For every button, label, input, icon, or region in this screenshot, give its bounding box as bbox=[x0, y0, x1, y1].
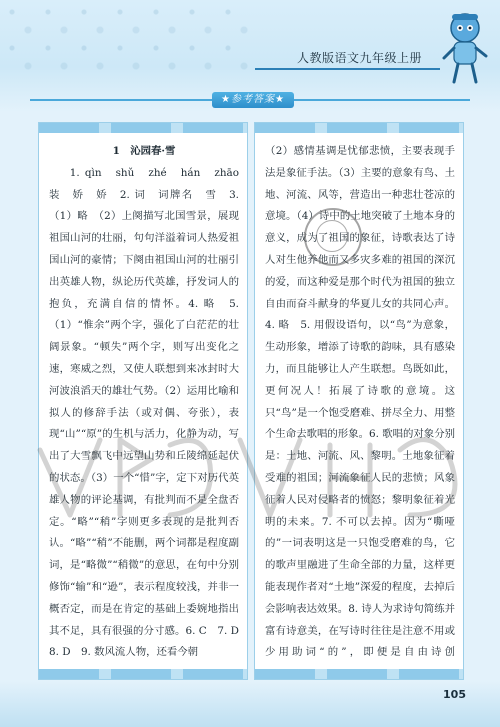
answer-paragraph: 1. qìn shǔ zhé hán zhāo 装 娇 娇 2. 词 词牌名 雪 3.（1）略 （2）上阕描写北国雪景，展现祖国山河的壮丽，句句洋溢着词人热爱祖国山河的豪情；下阕由祖国山河的壮丽引出英雄人物，纵论历代英雄，抒发词人的抱负，充满自信的情怀。4. 略 5.（1）“惟余”两个字，强化了白茫茫的壮阔景象。“顿失”两个字，则写出变化之速，寒威之烈，又使人联想到来冰封时大河波浪滔天的雄壮气势。（2）运用比喻和拟人的修辞手法（或对偶、夸张），表现“山”“原”的生机与活力，化静为动，写出了大雪飘飞中远望山势和丘陵绵延起伏的状态。（3）一个“惜”字，定下对历代英雄人物的评论基调，有批判而不是全盘否定。“略”“稍”字则更多表现的是批判否认。“略”“稍”不能删，两个词都是程度副词，是“略微”“稍微”的意思，在句中分别修饰“输”和“逊”，表示程度较浅，并非一概否定，而是在肯定的基础上委婉地指出其不足，具有很强的分寸感。6. C 7. D 8. D 9. 数风流人物，还看今朝 bbox=[49, 166, 239, 659]
left-column bbox=[38, 122, 248, 680]
right-column bbox=[254, 122, 464, 680]
section-heading: 1 沁园春·雪 bbox=[112, 145, 176, 157]
decorative-pattern bbox=[0, 0, 260, 80]
book-title: 人教版语文九年级上册 bbox=[296, 51, 422, 65]
column-strip-top bbox=[39, 123, 247, 133]
answers-banner: ★参考答案★ bbox=[212, 92, 294, 108]
answer-paragraph: （2）感情基调是忧郁悲愤，主要表现手法是象征手法。（3）主要的意象有鸟、土地、河流、风等，营造出一种悲壮苍凉的意境。（4）诗中的土地突破了土地本身的意义，成为了祖国的象征，诗歌表达了诗人对生他养他而又多灾多难的祖国的深沉的爱，而这种爱是那个时代为祖国的独立自由而奋斗献身的华夏儿女的共同心声。4. 略 5. 用假设语句，以“鸟”为意象，生动形象，增添了诗歌的韵味，具有感染力，而且能够让人产生联想。鸟既如此，更何况人！拓展了诗歌的意境。这只“鸟”是一个饱受磨难、拼尽全力、用整个生命去歌唱的形象。6. 歌唱的对象分别是：土地、河流、风、黎明。土地象征着受难的祖国；河流象征人民的悲愤；风象征着人民对侵略者的愤怒；黎明象征着光明的未来。7. 不可以去掉。因为“嘶哑的”一词表明这是一只饱受磨难的鸟，它的歌声里融进了生命全部的力量，这样更能表现作者对“土地”深爱的程度，去掉后会影响表达效果。8. 诗人为求诗句简练并富有诗意美，在写诗时往往是注意不用或少用助词“的”，即便是自由诗创 bbox=[265, 145, 455, 659]
page-number: 105 bbox=[443, 688, 466, 701]
column-strip-bottom bbox=[255, 669, 463, 679]
footer-band bbox=[0, 681, 500, 727]
column-strip-bottom bbox=[39, 669, 247, 679]
column-strip-top bbox=[255, 123, 463, 133]
left-column-text bbox=[49, 141, 239, 663]
header-rule bbox=[255, 68, 440, 70]
right-column-text bbox=[265, 141, 455, 663]
mascot-icon bbox=[438, 8, 492, 88]
